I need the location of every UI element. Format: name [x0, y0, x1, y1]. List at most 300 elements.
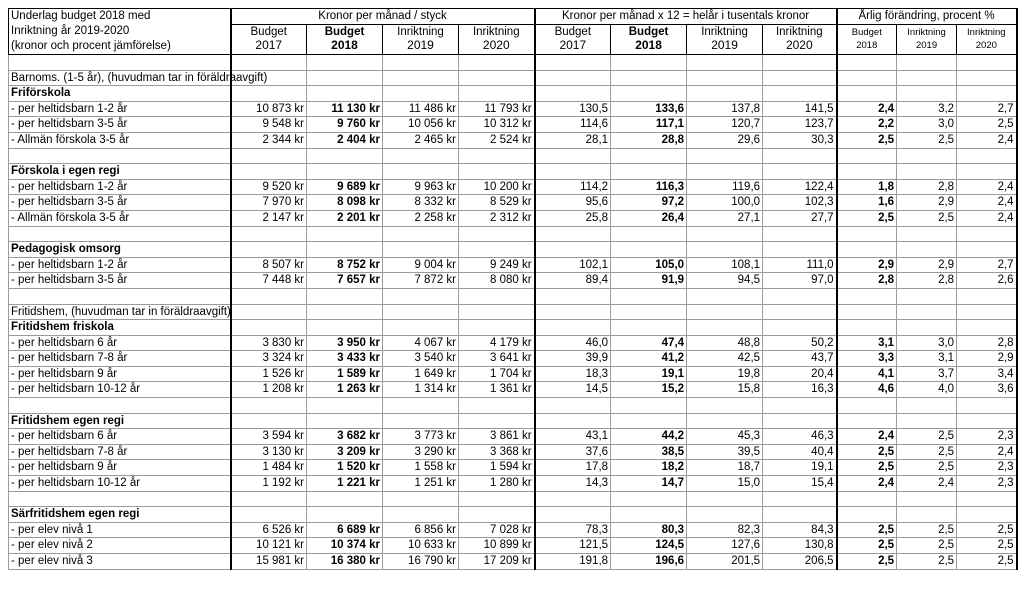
table-cell [231, 86, 307, 102]
table-cell: 3 773 kr [383, 429, 459, 445]
table-cell: 38,5 [611, 444, 687, 460]
table-cell [897, 320, 957, 336]
table-cell: 14,5 [535, 382, 611, 398]
row-label: - per heltidsbarn 1-2 år [9, 101, 231, 117]
table-cell: 91,9 [611, 273, 687, 289]
table-cell [611, 398, 687, 414]
table-cell: 2,8 [837, 273, 897, 289]
table-cell [957, 507, 1017, 523]
table-cell: 2,5 [837, 538, 897, 554]
section-row [9, 164, 1017, 180]
column-header-year: 2018 [331, 37, 358, 52]
table-body [9, 9, 1017, 570]
table-cell: 1 192 kr [231, 476, 307, 492]
table-cell: 10 121 kr [231, 538, 307, 554]
table-cell: 9 689 kr [307, 179, 383, 195]
table-cell [957, 148, 1017, 164]
table-cell: 2 524 kr [459, 132, 535, 148]
table-cell [957, 491, 1017, 507]
table-cell [957, 226, 1017, 242]
table-cell: 17,8 [535, 460, 611, 476]
table-cell: 7 448 kr [231, 273, 307, 289]
row-label: - per elev nivå 2 [9, 538, 231, 554]
table-cell: 7 970 kr [231, 195, 307, 211]
table-cell [687, 304, 763, 320]
table-cell: 119,6 [687, 179, 763, 195]
table-cell [611, 304, 687, 320]
table-cell [459, 55, 535, 71]
table-cell: 2,2 [837, 117, 897, 133]
table-cell: 4,6 [837, 382, 897, 398]
row-label: - per heltidsbarn 7-8 år [9, 444, 231, 460]
table-cell [459, 148, 535, 164]
table-cell [459, 226, 535, 242]
table-cell: 3 641 kr [459, 351, 535, 367]
table-cell [611, 148, 687, 164]
row-label: - per heltidsbarn 10-12 år [9, 476, 231, 492]
table-cell [837, 164, 897, 180]
table-cell [459, 320, 535, 336]
table-cell [687, 413, 763, 429]
table-cell [383, 86, 459, 102]
table-cell: 4,1 [837, 366, 897, 382]
table-cell: 2,5 [837, 444, 897, 460]
spacer-row [9, 288, 1017, 304]
table-cell: 1 594 kr [459, 460, 535, 476]
table-cell: 2,6 [957, 273, 1017, 289]
table-cell: 2,4 [837, 101, 897, 117]
table-cell: 89,4 [535, 273, 611, 289]
table-cell [837, 507, 897, 523]
table-row [9, 273, 1017, 289]
table-cell: 6 689 kr [307, 522, 383, 538]
table-cell: 1 263 kr [307, 382, 383, 398]
table-cell: 7 872 kr [383, 273, 459, 289]
row-label: - per heltidsbarn 3-5 år [9, 273, 231, 289]
table-cell: 2,3 [957, 476, 1017, 492]
table-cell: 1 649 kr [383, 366, 459, 382]
table-cell: 114,6 [535, 117, 611, 133]
table-cell: 105,0 [611, 257, 687, 273]
table-cell: 6 856 kr [383, 522, 459, 538]
section-row [9, 320, 1017, 336]
row-label: - per elev nivå 1 [9, 522, 231, 538]
table-cell [957, 320, 1017, 336]
column-header [957, 24, 1017, 54]
table-cell: 16 790 kr [383, 554, 459, 570]
table-cell: 48,8 [687, 335, 763, 351]
table-cell [383, 491, 459, 507]
table-cell [837, 491, 897, 507]
table-row [9, 117, 1017, 133]
table-cell [763, 398, 837, 414]
column-header-year: 2017 [559, 37, 587, 52]
table-cell [307, 148, 383, 164]
table-cell: 2 258 kr [383, 210, 459, 226]
column-header [897, 24, 957, 54]
table-cell [307, 491, 383, 507]
table-cell: 1 704 kr [459, 366, 535, 382]
table-cell: 3,0 [897, 335, 957, 351]
table-cell: 3 209 kr [307, 444, 383, 460]
table-cell [231, 226, 307, 242]
table-cell [837, 304, 897, 320]
table-cell [763, 491, 837, 507]
table-cell: 1 520 kr [307, 460, 383, 476]
row-label: - per heltidsbarn 1-2 år [9, 179, 231, 195]
table-cell: 2,5 [897, 460, 957, 476]
table-cell [307, 86, 383, 102]
table-cell [231, 413, 307, 429]
row-label: - per elev nivå 3 [9, 554, 231, 570]
table-cell: 2,5 [897, 132, 957, 148]
table-cell [837, 320, 897, 336]
table-cell: 27,7 [763, 210, 837, 226]
table-cell [535, 398, 611, 414]
table-cell: 137,8 [687, 101, 763, 117]
column-header-title: Inriktning [701, 25, 748, 38]
column-header-title: Inriktning [907, 26, 946, 38]
table-cell [897, 491, 957, 507]
table-row [9, 210, 1017, 226]
table-cell: 28,1 [535, 132, 611, 148]
table-cell [957, 70, 1017, 86]
table-cell [535, 288, 611, 304]
table-cell: 46,3 [763, 429, 837, 445]
table-cell [535, 304, 611, 320]
table-cell: 3,7 [897, 366, 957, 382]
table-cell: 3 950 kr [307, 335, 383, 351]
table-cell [383, 226, 459, 242]
section-label [9, 491, 231, 507]
table-cell [837, 288, 897, 304]
table-cell [231, 304, 307, 320]
table-cell: 2,7 [957, 257, 1017, 273]
table-cell [231, 491, 307, 507]
table-cell: 2,8 [957, 335, 1017, 351]
column-header [837, 24, 897, 54]
table-cell [837, 226, 897, 242]
table-cell [687, 242, 763, 258]
table-cell [459, 288, 535, 304]
table-cell: 46,0 [535, 335, 611, 351]
column-header-title: Inriktning [775, 25, 823, 38]
table-cell [307, 413, 383, 429]
table-cell [459, 70, 535, 86]
table-cell: 3,1 [897, 351, 957, 367]
table-cell [897, 413, 957, 429]
table-cell: 3,2 [897, 101, 957, 117]
table-cell: 19,8 [687, 366, 763, 382]
spacer-row [9, 226, 1017, 242]
table-cell [957, 413, 1017, 429]
table-cell: 3,1 [837, 335, 897, 351]
table-cell: 201,5 [687, 554, 763, 570]
table-cell: 7 657 kr [307, 273, 383, 289]
table-cell: 10 873 kr [231, 101, 307, 117]
table-cell [687, 398, 763, 414]
table-cell [231, 164, 307, 180]
table-cell: 2,9 [897, 257, 957, 273]
column-header-title: Budget [851, 26, 882, 38]
table-row [9, 460, 1017, 476]
table-cell: 2,5 [897, 554, 957, 570]
table-cell [383, 320, 459, 336]
table-cell: 2,8 [897, 273, 957, 289]
column-header-title: Budget [324, 25, 365, 38]
table-cell: 10 633 kr [383, 538, 459, 554]
table-cell [687, 164, 763, 180]
table-cell [687, 320, 763, 336]
table-cell: 3 130 kr [231, 444, 307, 460]
table-cell [837, 70, 897, 86]
table-cell [897, 86, 957, 102]
table-cell [535, 320, 611, 336]
table-cell: 2,5 [837, 554, 897, 570]
table-cell [687, 55, 763, 71]
table-cell: 3 368 kr [459, 444, 535, 460]
table-cell: 102,1 [535, 257, 611, 273]
table-cell: 44,2 [611, 429, 687, 445]
table-cell: 1 314 kr [383, 382, 459, 398]
table-cell [383, 70, 459, 86]
table-cell [957, 288, 1017, 304]
table-cell [231, 55, 307, 71]
table-cell [897, 304, 957, 320]
column-header-year: 2020 [785, 37, 813, 52]
table-cell: 39,5 [687, 444, 763, 460]
table-cell: 10 374 kr [307, 538, 383, 554]
table-cell [897, 507, 957, 523]
table-cell [535, 242, 611, 258]
table-cell [611, 507, 687, 523]
table-cell: 1,8 [837, 179, 897, 195]
table-cell: 2,9 [957, 351, 1017, 367]
table-cell: 10 056 kr [383, 117, 459, 133]
table-cell: 9 004 kr [383, 257, 459, 273]
section-label [9, 148, 231, 164]
table-cell: 1 589 kr [307, 366, 383, 382]
table-cell: 2,5 [837, 210, 897, 226]
table-cell: 102,3 [763, 195, 837, 211]
table-cell [535, 70, 611, 86]
table-cell: 11 486 kr [383, 101, 459, 117]
row-label: - Allmän förskola 3-5 år [9, 132, 231, 148]
table-cell: 127,6 [687, 538, 763, 554]
column-header-year: 2019 [915, 39, 938, 51]
table-cell: 3,4 [957, 366, 1017, 382]
table-cell [611, 288, 687, 304]
table-cell: 108,1 [687, 257, 763, 273]
table-cell [687, 86, 763, 102]
table-cell: 1 221 kr [307, 476, 383, 492]
table-cell: 37,6 [535, 444, 611, 460]
column-header [459, 24, 535, 54]
table-cell: 2,5 [897, 429, 957, 445]
table-cell: 206,5 [763, 554, 837, 570]
table-cell: 2,7 [957, 101, 1017, 117]
table-cell [459, 164, 535, 180]
table-cell [307, 304, 383, 320]
table-cell: 3 861 kr [459, 429, 535, 445]
table-cell: 100,0 [687, 195, 763, 211]
table-cell: 1 361 kr [459, 382, 535, 398]
section-row [9, 70, 1017, 86]
table-cell: 20,4 [763, 366, 837, 382]
table-cell [535, 164, 611, 180]
table-cell [307, 226, 383, 242]
table-cell: 2 147 kr [231, 210, 307, 226]
table-cell: 111,0 [763, 257, 837, 273]
table-cell: 17 209 kr [459, 554, 535, 570]
table-cell [837, 86, 897, 102]
table-cell [535, 148, 611, 164]
table-cell [957, 242, 1017, 258]
table-cell: 2,5 [837, 132, 897, 148]
table-cell: 18,2 [611, 460, 687, 476]
table-row [9, 366, 1017, 382]
table-cell: 8 507 kr [231, 257, 307, 273]
table-cell: 2,5 [897, 444, 957, 460]
table-cell [307, 242, 383, 258]
table-row [9, 335, 1017, 351]
table-cell: 123,7 [763, 117, 837, 133]
table-cell: 3 540 kr [383, 351, 459, 367]
row-label: - per heltidsbarn 9 år [9, 460, 231, 476]
spacer-row [9, 148, 1017, 164]
group-header-change: Årlig förändring, procent % [837, 9, 1017, 25]
column-header [535, 24, 611, 54]
column-header-year: 2020 [482, 37, 510, 52]
table-cell [231, 398, 307, 414]
table-cell [459, 398, 535, 414]
column-header-year: 2018 [635, 37, 662, 52]
table-cell [535, 226, 611, 242]
column-header-year: 2020 [975, 39, 997, 51]
table-cell [897, 398, 957, 414]
table-cell: 15,8 [687, 382, 763, 398]
table-cell [763, 164, 837, 180]
table-cell: 15,2 [611, 382, 687, 398]
column-header [307, 24, 383, 54]
table-cell: 2,4 [957, 179, 1017, 195]
table-cell [611, 86, 687, 102]
table-cell [231, 320, 307, 336]
table-cell: 2,5 [957, 522, 1017, 538]
table-row [9, 132, 1017, 148]
table-cell: 2,4 [837, 429, 897, 445]
table-cell: 18,7 [687, 460, 763, 476]
table-cell: 130,5 [535, 101, 611, 117]
table-cell: 8 098 kr [307, 195, 383, 211]
row-label: - per heltidsbarn 6 år [9, 335, 231, 351]
table-cell [307, 398, 383, 414]
table-cell: 9 548 kr [231, 117, 307, 133]
table-cell: 1 208 kr [231, 382, 307, 398]
table-cell: 3,0 [897, 117, 957, 133]
table-cell: 28,8 [611, 132, 687, 148]
column-header-title: Inriktning [967, 26, 1006, 38]
table-cell [459, 304, 535, 320]
table-cell: 27,1 [687, 210, 763, 226]
table-cell: 39,9 [535, 351, 611, 367]
table-cell: 94,5 [687, 273, 763, 289]
table-cell [957, 86, 1017, 102]
table-cell: 10 200 kr [459, 179, 535, 195]
section-label [9, 226, 231, 242]
table-cell [897, 242, 957, 258]
table-cell [763, 70, 837, 86]
table-cell: 16,3 [763, 382, 837, 398]
table-cell: 41,2 [611, 351, 687, 367]
caption-line: (kronor och procent jämförelse) [11, 40, 171, 52]
table-cell [611, 164, 687, 180]
table-cell: 7 028 kr [459, 522, 535, 538]
table-cell: 130,8 [763, 538, 837, 554]
caption-line: Inriktning år 2019-2020 [11, 25, 130, 37]
table-cell: 82,3 [687, 522, 763, 538]
table-cell: 97,0 [763, 273, 837, 289]
table-cell [459, 86, 535, 102]
column-header-title: Budget [628, 25, 669, 38]
column-header-year: 2019 [711, 37, 738, 52]
spacer-row [9, 55, 1017, 71]
table-cell [383, 55, 459, 71]
table-row [9, 179, 1017, 195]
table-cell: 19,1 [611, 366, 687, 382]
group-header-yearly: Kronor per månad x 12 = helår i tusentals kronor [535, 9, 837, 25]
table-cell: 8 332 kr [383, 195, 459, 211]
table-cell [383, 164, 459, 180]
column-header-year: 2018 [856, 39, 878, 51]
table-cell: 2,5 [837, 460, 897, 476]
table-cell: 1 251 kr [383, 476, 459, 492]
table-cell: 9 760 kr [307, 117, 383, 133]
table-cell [535, 55, 611, 71]
table-cell [897, 70, 957, 86]
table-cell: 95,6 [535, 195, 611, 211]
section-row [9, 242, 1017, 258]
table-cell: 2,5 [957, 554, 1017, 570]
table-cell: 196,6 [611, 554, 687, 570]
table-caption [9, 9, 231, 55]
table-cell [383, 507, 459, 523]
table-cell: 2,4 [897, 476, 957, 492]
table-cell [459, 491, 535, 507]
table-cell [763, 288, 837, 304]
table-cell: 18,3 [535, 366, 611, 382]
table-cell: 2,9 [897, 195, 957, 211]
row-label: - per heltidsbarn 10-12 år [9, 382, 231, 398]
table-cell [383, 304, 459, 320]
table-cell: 2,3 [957, 460, 1017, 476]
table-cell [383, 413, 459, 429]
column-header-year: 2019 [407, 37, 434, 52]
table-cell [763, 86, 837, 102]
table-cell [459, 413, 535, 429]
table-cell: 40,4 [763, 444, 837, 460]
table-cell [837, 398, 897, 414]
table-cell [897, 148, 957, 164]
table-cell [383, 148, 459, 164]
table-cell: 1 558 kr [383, 460, 459, 476]
table-cell: 117,1 [611, 117, 687, 133]
table-cell [897, 226, 957, 242]
table-cell: 42,5 [687, 351, 763, 367]
row-label: - Allmän förskola 3-5 år [9, 210, 231, 226]
table-cell: 6 526 kr [231, 522, 307, 538]
table-cell: 1 280 kr [459, 476, 535, 492]
